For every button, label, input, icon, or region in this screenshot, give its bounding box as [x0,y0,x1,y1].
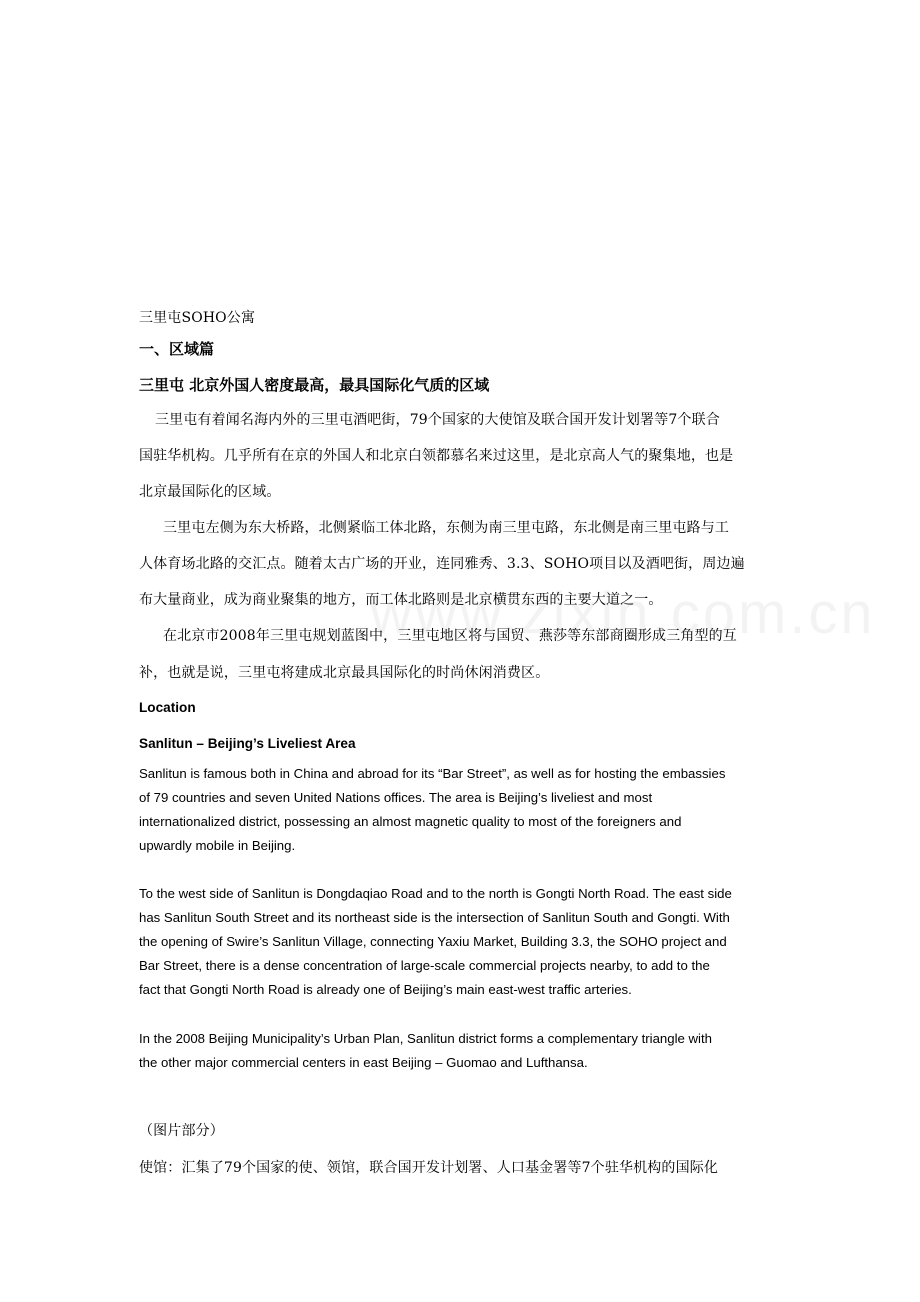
zh-paragraph-1-line: 国驻华机构。几乎所有在京的外国人和北京白领都慕名来过这里，是北京高人气的聚集地，也是 [139,448,734,464]
en-subheading: Sanlitun – Beijing’s Liveliest Area [139,736,356,751]
picture-section-label: （图片部分） [139,1123,224,1139]
en-heading: Location [139,700,196,715]
zh-paragraph-2-line: 人体育场北路的交汇点。随着太古广场的开业，连同雅秀、3.3、SOHO项目以及酒吧街，周边遍 [139,556,745,572]
en-paragraph-2-line: has Sanlitun South Street and its northeast side is the intersection of Sanlitun South and Gongti. With [139,910,730,925]
en-paragraph-1-line: internationalized district, possessing an almost magnetic quality to most of the foreigners and [139,814,682,829]
en-paragraph-2-line: the opening of Swire’s Sanlitun Village, connecting Yaxiu Market, Building 3.3, the SOHO project and [139,934,727,949]
section-heading: 一、区域篇 [139,340,215,358]
zh-paragraph-3-line: 在北京市2008年三里屯规划蓝图中，三里屯地区将与国贸、燕莎等东部商圈形成三角型的互 [163,628,737,644]
subheading: 三里屯 北京外国人密度最高，最具国际化气质的区域 [139,376,490,394]
en-paragraph-1-line: upwardly mobile in Beijing. [139,838,296,853]
en-paragraph-3-line: the other major commercial centers in east Beijing – Guomao and Lufthansa. [139,1055,588,1070]
zh-paragraph-1-line: 北京最国际化的区域。 [139,484,281,500]
en-paragraph-1-line: of 79 countries and seven United Nations offices. The area is Beijing’s liveliest and most [139,790,653,805]
en-paragraph-1-line: Sanlitun is famous both in China and abroad for its “Bar Street”, as well as for hosting the embassies [139,766,726,781]
zh-paragraph-2-line: 三里屯左侧为东大桥路，北侧紧临工体北路，东侧为南三里屯路，东北侧是南三里屯路与工 [163,520,729,536]
zh-paragraph-1-line: 三里屯有着闻名海内外的三里屯酒吧街，79个国家的大使馆及联合国开发计划署等7个联合 [155,412,720,428]
en-paragraph-2-line: To the west side of Sanlitun is Dongdaqiao Road and to the north is Gongti North Road. The east side [139,886,732,901]
en-paragraph-3-line: In the 2008 Beijing Municipality’s Urban Plan, Sanlitun district forms a complementary triangle with [139,1031,712,1046]
document-title: 三里屯SOHO公寓 [139,310,256,326]
embassy-line: 使馆：汇集了79个国家的使、领馆，联合国开发计划署、人口基金署等7个驻华机构的国际化 [139,1160,719,1176]
zh-paragraph-2-line: 布大量商业，成为商业聚集的地方，而工体北路则是北京横贯东西的主要大道之一。 [139,592,663,608]
en-paragraph-2-line: Bar Street, there is a dense concentration of large-scale commercial projects nearby, to add to the [139,958,710,973]
en-paragraph-2-line: fact that Gongti North Road is already one of Beijing’s main east-west traffic arteries. [139,982,632,997]
zh-paragraph-3-line: 补，也就是说，三里屯将建成北京最具国际化的时尚休闲消费区。 [139,665,550,681]
